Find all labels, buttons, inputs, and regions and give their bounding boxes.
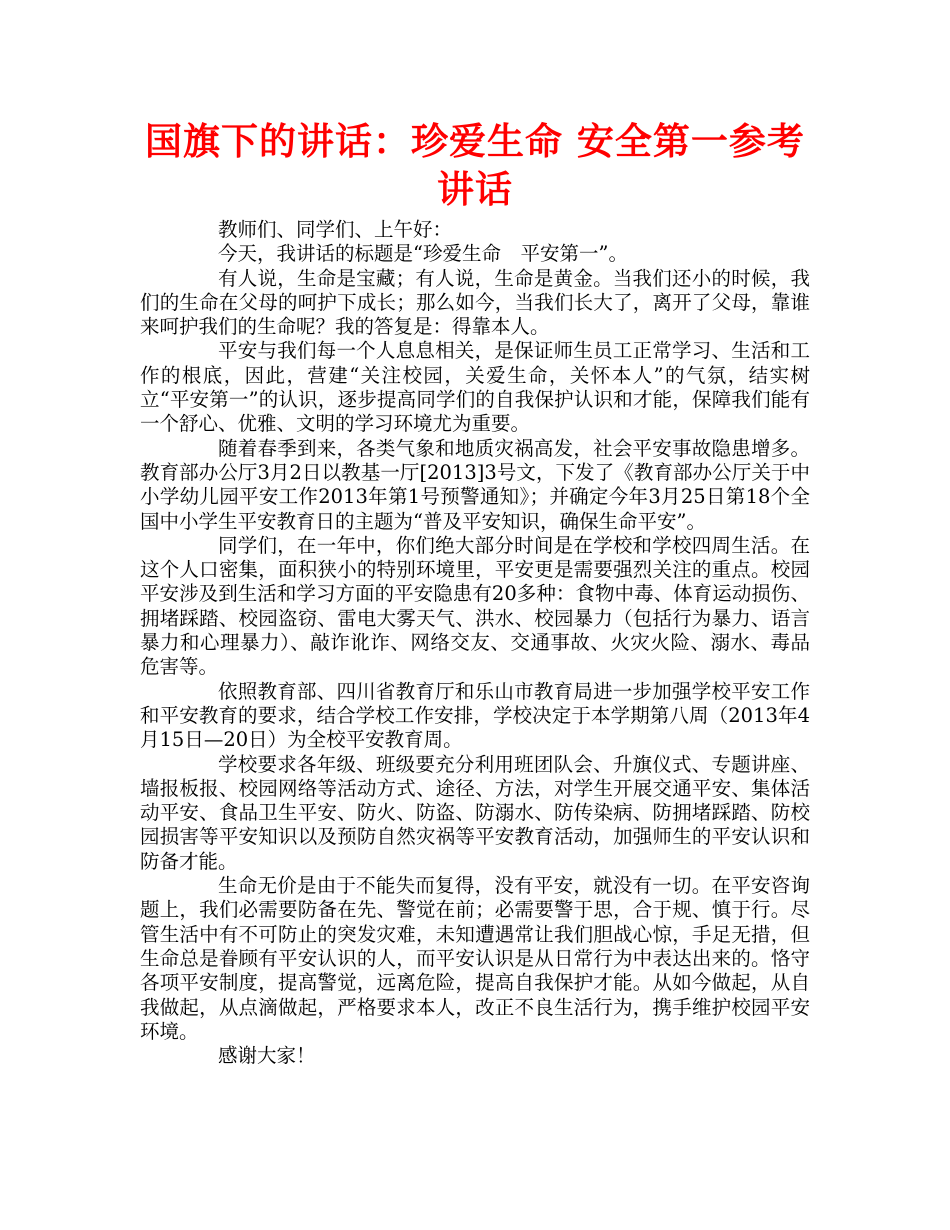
- document-title: 国旗下的讲话：珍爱生命 安全第一参考讲话: [145, 120, 805, 211]
- paragraph-spring-hazards: 随着春季到来，各类气象和地质灾祸高发，社会平安事故隐患增多。教育部办公厅3月2日以教基一厅[2013]3号文，下发了《教育部办公厅关于中小学幼儿园平安工作2013年第1号预警通知》；并确定今年3月25日第18个全国中小学生平安教育日的主题为“普及平安知识，确保生命平安”。: [140, 436, 810, 533]
- paragraph-campus-risks: 同学们，在一年中，你们绝大部分时间是在学校和学校四周生活。在这个人口密集，面积狭小的特别环境里，平安更是需要强烈关注的重点。校园平安涉及到生活和学习方面的平安隐患有20多种：食物中毒、体育运动损伤、拥堵踩踏、校园盗窃、雷电大雾天气、洪水、校园暴力（包括行为暴力、语言暴力和心理暴力）、敲诈讹诈、网络交友、交通事故、火灾火险、溺水、毒品危害等。: [140, 533, 810, 679]
- paragraph-safety-foundation: 平安与我们每一个人息息相关，是保证师生员工正常学习、生活和工作的根底，因此，营建“关注校园，关爱生命，关怀本人”的气氛，结实树立“平安第一”的认识，逐步提高同学们的自我保护认识和才能，保障我们能有一个舒心、优雅、文明的学习环境尤为重要。: [140, 339, 810, 436]
- paragraph-thanks: 感谢大家！: [218, 1044, 316, 1068]
- paragraph-life-value: 有人说，生命是宝藏；有人说，生命是黄金。当我们还小的时候，我们的生命在父母的呵护下成长；那么如今，当我们长大了，离开了父母，靠谁来呵护我们的生命呢？我的答复是：得靠本人。: [140, 266, 810, 339]
- paragraph-safety-week: 依照教育部、四川省教育厅和乐山市教育局进一步加强学校平安工作和平安教育的要求，结合学校工作安排，学校决定于本学期第八周（2013年4月15日—20日）为全校平安教育周。: [140, 679, 810, 752]
- paragraph-topic: 今天，我讲话的标题是“珍爱生命 平安第一”。: [218, 242, 628, 266]
- paragraph-school-requirements: 学校要求各年级、班级要充分利用班团队会、升旗仪式、专题讲座、墙报板报、校园网络等活动方式、途径、方法，对学生开展交通平安、集体活动平安、食品卫生平安、防火、防盗、防溺水、防传染病、防拥堵踩踏、防校园损害等平安知识以及预防自然灾祸等平安教育活动，加强师生的平安认识和防备才能。: [140, 752, 810, 873]
- document-body: [140, 218, 810, 1068]
- paragraph-salutation: 教师们、同学们、上午好：: [218, 218, 453, 241]
- paragraph-closing-appeal: 生命无价是由于不能失而复得，没有平安，就没有一切。在平安咨询题上，我们必需要防备在先、警觉在前；必需要警于思，合于规、慎于行。尽管生活中有不可防止的突发灾难，未知遭遇常让我们胆战心惊，手足无措，但生命总是眷顾有平安认识的人，而平安认识是从日常行为中表达出来的。恪守各项平安制度，提高警觉，远离危险，提高自我保护才能。从如今做起，从自我做起，从点滴做起，严格要求本人，改正不良生活行为，携手维护校园平安环境。: [140, 874, 810, 1043]
- document-page: [140, 118, 810, 1068]
